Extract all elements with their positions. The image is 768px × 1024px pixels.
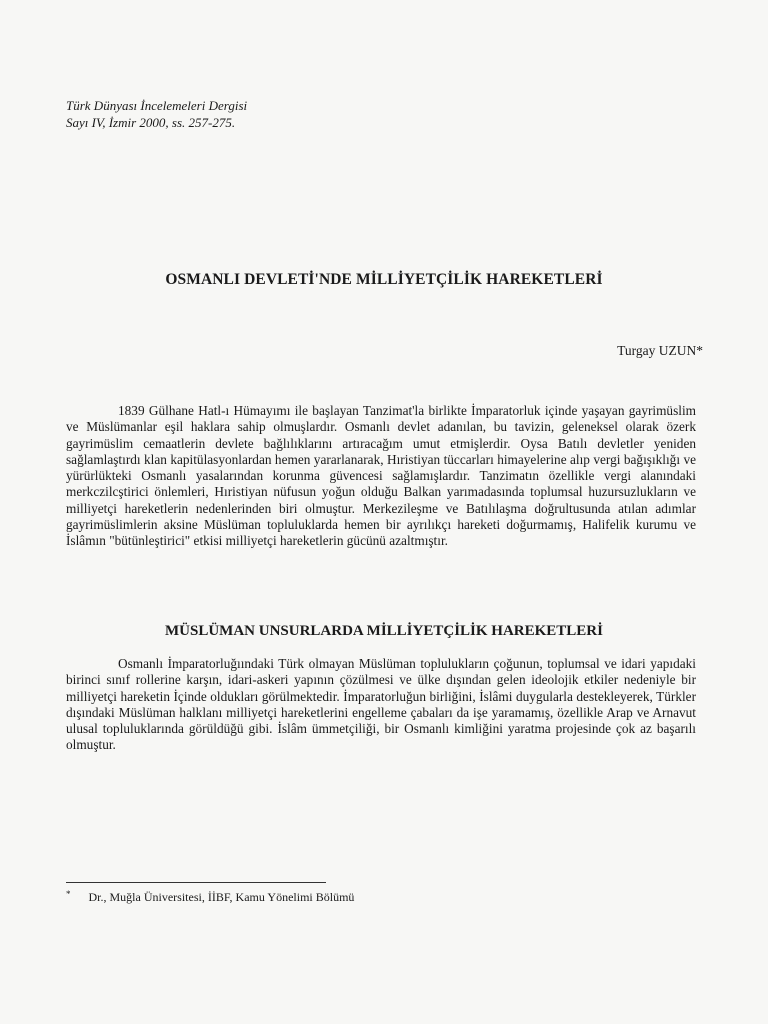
article-title: OSMANLI DEVLETİ'NDE MİLLİYETÇİLİK HAREKETLERİ bbox=[165, 271, 603, 288]
journal-name: Türk Dünyası İncelemeleri Dergisi bbox=[66, 98, 248, 113]
journal-issue: Sayı IV, İzmir 2000, ss. 257-275. bbox=[66, 115, 236, 130]
article-author: Turgay UZUN* bbox=[617, 343, 703, 358]
footnote-text: Dr., Muğla Üniversitesi, İİBF, Kamu Yönelimi Bölümü bbox=[88, 890, 355, 904]
footnote-mark: * bbox=[66, 889, 71, 899]
footnote-divider bbox=[66, 882, 326, 883]
body-paragraph-1: 1839 Gülhane Hatl-ı Hümayımı ile başlayan Tanzimat'la birlikte İmparatorluk içinde yaşayan gayrimüslim ve Müslümanlar eşil haklara sahip olmuşlardır. Osmanlı devlet adanılan, bu tavizin, geleneksel olarak özerk gayrimüslim cemaatlerin devlete bağlılıklarını artıracağım umut etmişlerdir. Oysa Batılı devletler yeniden sağlamlaştırdı klan kapitülasyonlardan hemen yararlanarak, Hıristiyan tüccarları himayelerine alıp vergi bağışıklığı ve yürürlükteki Osmanlı yasalarından korunma güvencesi sağlamışlardır. Tanzimatın özellikle vergi alanındaki merkczilcştirici önlemleri, Hıristiyan nüfusun yoğun olduğu Balkan yarımadasında toplumsal huzursuzlukların ve milliyetçi hareketlerin nedenlerinden biri olmuştur. Merkezileşme ve Batılılaşma doğrultusunda atılan adımlar gayrimüslimlerin aksine Müslüman topluluklarda hemen bir ayrılıkçı hareketi doğurmamış, Halifelik kurumu ve İslâmın "bütünleştirici" etkisi milliyetçi hareketlerin gücünü azaltmıştır. bbox=[66, 403, 696, 549]
footnote bbox=[66, 890, 354, 905]
section-heading: MÜSLÜMAN UNSURLARDA MİLLİYETÇİLİK HAREKETLERİ bbox=[165, 623, 603, 639]
body-paragraph-2: Osmanlı İmparatorluğıındaki Türk olmayan Müslüman toplulukların çoğunun, toplumsal ve idari yapıdaki birinci sınıf rollerine karşın, idari-askeri yapının çözülmesi ve ülke dışından gelen ideolojik etkiler nedeniyle bir milliyetçi hareketin İçinde oldukları görülmektedir. İmparatorluğun birliğini, İslâmi duygularla destekleyerek, Türkler dışındaki Müslüman halklanı milliyetçi hareketlerini engelleme çabaları da işe yaramamış, özellikle Arap ve Arnavut ulusal topluluklarında görüldüğü gibi. İslâm ümmetçiliği, bir Osmanlı kimliğini yaratma projesinde çok az başarılı olmuştur. bbox=[66, 656, 696, 753]
journal-citation bbox=[66, 97, 247, 131]
